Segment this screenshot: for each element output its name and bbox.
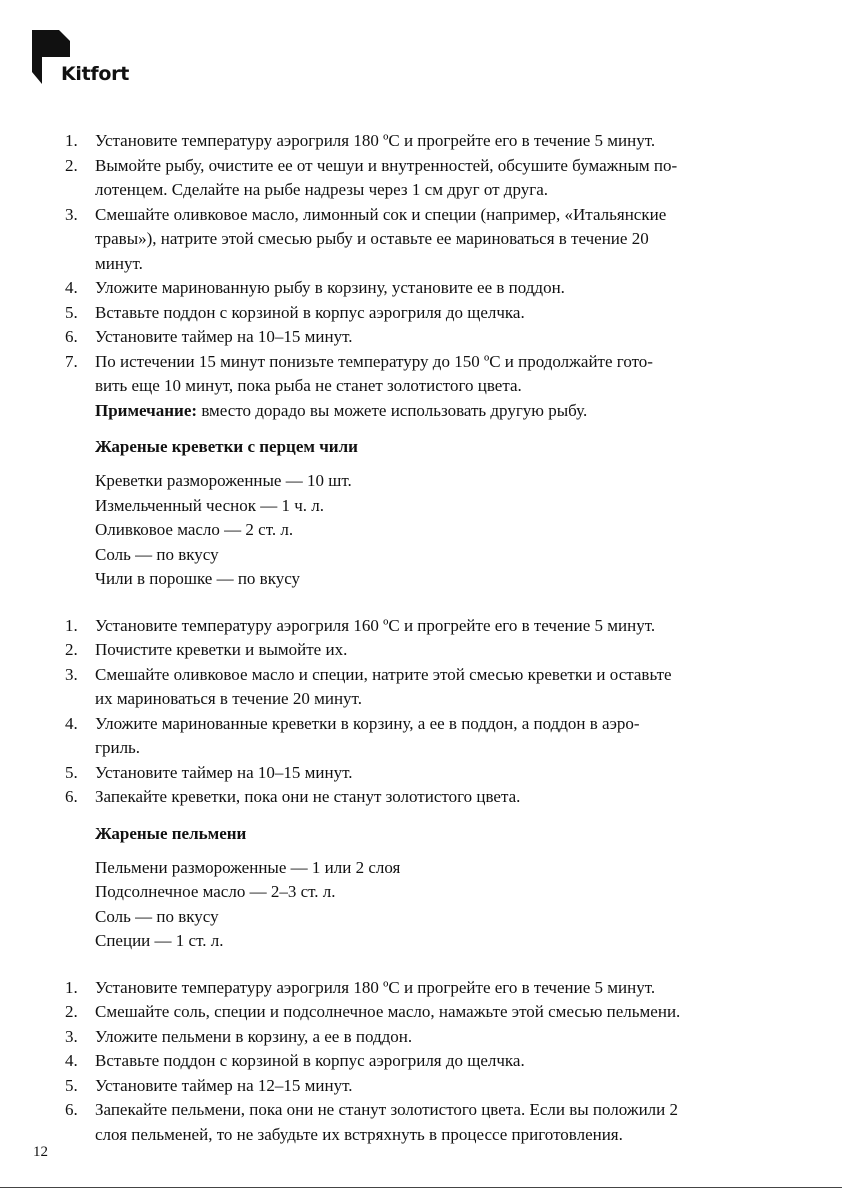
recipe2-ingredients xyxy=(0,469,842,592)
step-text xyxy=(95,1074,790,1099)
list-item xyxy=(0,712,842,761)
step-line: лотенцем. Сделайте на рыбе надрезы через 1 см друг от друга. xyxy=(95,180,548,199)
step-number: 4. xyxy=(65,1051,78,1070)
step-number: 4. xyxy=(65,278,78,297)
step-number: 6. xyxy=(65,787,78,806)
step-number: 1. xyxy=(65,615,78,635)
step-text xyxy=(95,785,790,810)
step-number: 5. xyxy=(65,762,78,782)
step-text xyxy=(95,614,790,639)
list-item xyxy=(0,663,842,712)
brand-name: Kitfort xyxy=(61,63,129,85)
step-line: Запекайте пельмени, пока они не станут золотистого цвета. Если вы положили 2 xyxy=(95,1100,679,1119)
step-line: Установите температуру аэрогриля 180 ºС и прогрейте его в течение 5 минут. xyxy=(95,977,656,997)
step-number: 1. xyxy=(65,131,78,150)
recipe2-steps xyxy=(0,614,842,810)
note-label: Примечание: xyxy=(95,400,198,420)
step-number: 5. xyxy=(65,302,78,322)
step-line: гриль. xyxy=(95,738,141,757)
step-text xyxy=(95,129,790,154)
step-line: их мариноваться в течение 20 минут. xyxy=(95,689,362,708)
list-item xyxy=(0,129,842,154)
ingredient-item: Креветки размороженные — 10 шт. xyxy=(95,471,352,490)
step-text xyxy=(95,1025,790,1050)
step-line: Уложите маринованные креветки в корзину, а ее в поддон, а поддон в аэро- xyxy=(95,713,640,733)
step-number: 3. xyxy=(65,204,78,224)
step-number: 2. xyxy=(65,640,78,659)
step-line: Почистите креветки и вымойте их. xyxy=(95,640,348,659)
step-text xyxy=(95,761,790,786)
list-item xyxy=(0,350,842,399)
step-text xyxy=(95,712,790,761)
step-line: Вставьте поддон с корзиной в корпус аэрогриля до щелчка. xyxy=(95,302,525,322)
step-line: Смешайте оливковое масло, лимонный сок и специи (например, «Итальянские xyxy=(95,204,667,224)
list-item xyxy=(0,276,842,301)
list-item xyxy=(0,761,842,786)
step-line: слоя пельменей, то не забудьте их встряхнуть в процессе приготовления. xyxy=(95,1124,623,1144)
step-line: травы»), натрите этой смесью рыбу и оставьте ее мариноваться в течение 20 xyxy=(95,229,649,248)
list-item xyxy=(0,638,842,663)
step-line: Вставьте поддон с корзиной в корпус аэрогриля до щелчка. xyxy=(95,1051,525,1070)
step-text xyxy=(95,154,790,203)
ingredient-item: Пельмени размороженные — 1 или 2 слоя xyxy=(95,857,401,877)
ingredient-item: Чили в порошке — по вкусу xyxy=(95,569,301,588)
step-text xyxy=(95,301,790,326)
step-text xyxy=(95,1098,790,1147)
step-text xyxy=(95,203,790,277)
step-text xyxy=(95,276,790,301)
step-line: минут. xyxy=(95,253,143,273)
list-item xyxy=(0,1074,842,1099)
step-number: 1. xyxy=(65,977,78,997)
ingredient-item: Оливковое масло — 2 ст. л. xyxy=(95,520,294,539)
list-item xyxy=(0,785,842,810)
ingredient-item: Измельченный чеснок — 1 ч. л. xyxy=(95,495,325,515)
step-number: 3. xyxy=(65,1026,78,1046)
recipe1-note xyxy=(0,399,842,424)
recipe3-title: Жареные пельмени xyxy=(95,823,247,843)
step-line: Уложите маринованную рыбу в корзину, установите ее в поддон. xyxy=(95,278,565,297)
ingredient-item: Соль — по вкусу xyxy=(95,544,219,564)
kitfort-logo xyxy=(32,30,142,88)
list-item xyxy=(0,154,842,203)
step-line: Установите таймер на 10–15 минут. xyxy=(95,327,353,346)
bottom-rule xyxy=(0,1187,842,1188)
ingredient-item: Соль — по вкусу xyxy=(95,906,219,926)
recipe2-title: Жареные креветки с перцем чили xyxy=(95,437,358,456)
step-number: 7. xyxy=(65,351,78,371)
step-line: вить еще 10 минут, пока рыба не станет золотистого цвета. xyxy=(95,376,522,395)
step-number: 6. xyxy=(65,1100,78,1119)
step-line: Вымойте рыбу, очистите ее от чешуи и внутренностей, обсушите бумажным по- xyxy=(95,155,678,175)
step-text xyxy=(95,638,790,663)
step-line: Смешайте оливковое масло и специи, натрите этой смесью креветки и оставьте xyxy=(95,664,672,684)
step-text xyxy=(95,663,790,712)
list-item xyxy=(0,1049,842,1074)
list-item xyxy=(0,203,842,277)
step-line: Запекайте креветки, пока они не станут золотистого цвета. xyxy=(95,787,521,806)
step-text xyxy=(95,1049,790,1074)
step-number: 2. xyxy=(65,1002,78,1021)
page-content xyxy=(0,129,842,1147)
step-line: Установите температуру аэрогриля 160 ºС и прогрейте его в течение 5 минут. xyxy=(95,615,656,635)
list-item xyxy=(0,614,842,639)
recipe3-ingredients xyxy=(0,856,842,954)
list-item xyxy=(0,1000,842,1025)
list-item xyxy=(0,1098,842,1147)
step-number: 2. xyxy=(65,155,78,175)
step-number: 5. xyxy=(65,1075,78,1095)
step-number: 4. xyxy=(65,713,78,733)
recipe3-steps xyxy=(0,976,842,1148)
step-number: 6. xyxy=(65,327,78,346)
step-line: Установите температуру аэрогриля 180 ºС и прогрейте его в течение 5 минут. xyxy=(95,131,656,150)
list-item xyxy=(0,325,842,350)
step-text xyxy=(95,976,790,1001)
list-item xyxy=(0,301,842,326)
ingredient-item: Подсолнечное масло — 2–3 ст. л. xyxy=(95,882,336,901)
step-line: Установите таймер на 12–15 минут. xyxy=(95,1075,353,1095)
recipe1-steps xyxy=(0,129,842,399)
step-text xyxy=(95,325,790,350)
note-text: вместо дорадо вы можете использовать другую рыбу. xyxy=(197,400,588,420)
step-line: Уложите пельмени в корзину, а ее в поддон. xyxy=(95,1026,413,1046)
step-number: 3. xyxy=(65,664,78,684)
step-line: Установите таймер на 10–15 минут. xyxy=(95,762,353,782)
step-text xyxy=(95,1000,790,1025)
step-text xyxy=(95,350,790,399)
step-line: Смешайте соль, специи и подсолнечное масло, намажьте этой смесью пельмени. xyxy=(95,1002,681,1021)
list-item xyxy=(0,1025,842,1050)
list-item xyxy=(0,976,842,1001)
step-line: По истечении 15 минут понизьте температуру до 150 ºС и продолжайте гото- xyxy=(95,351,653,371)
ingredient-item: Специи — 1 ст. л. xyxy=(95,931,224,950)
page-number: 12 xyxy=(33,1144,48,1160)
